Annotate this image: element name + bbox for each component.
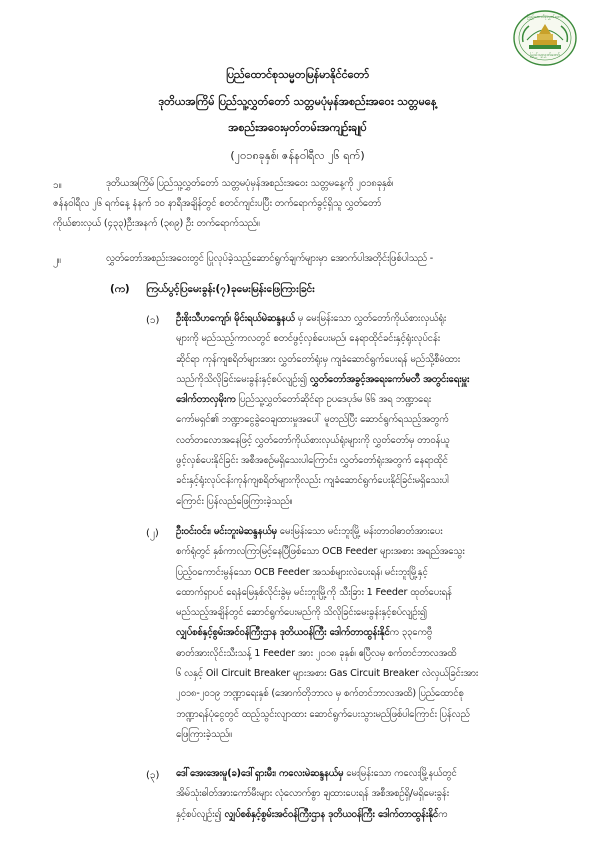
item2-body: ဦးဝင်းဝင်း၊ မင်းဘူးမဲဆန္ဒနယ်မှ မေးမြန်းသော မင်းဘူးမြို့ မန်းတာဝါဓာတ်အားပေး စက်ရုံတွင် နှစ်ကာလကြာမြင့်နေပြီဖြစ်သော OCB Feeder များအစား အရည်အသွေး ပြည့်ဝကောင်းမွန်သော OCB Feeder အသစ်များလဲပေးရန်၊ မင်းဘူးမြို့နှင့် ထောက်ရှာပင် ရေနံမြေနှစ်လိုင်းခွဲမှ မင်းဘူးမြို့ကို သီးခြား 1 Feeder ထုတ်ပေးရန် မည်သည့်အချိန်တွင် ဆောင်ရွက်ပေးမည်ကို သိလိုခြင်းမေးခွန်းနှင့်စပ်လျဉ်း၍ လျှပ်စစ်နှင့်စွမ်းအင်ဝန်ကြီးဌာန ဒုတိယဝန်ကြီး ဒေါက်တာထွန်းနိုင်က ၃၃ကေဗွီ ဓာတ်အားလိုင်းသီးသန့် 1 Feeder အား ၂၀၁၈ ခုနှစ်၊ ဧပြီလမှ စက်တင်ဘာလအထိ ၆ လနှင့် Oil Circuit Breaker များအစား Gas Circuit Breaker လဲလှယ်ခြင်းအား ၂၀၁၈-၂၀၁၉ ဘဏ္ဍာရေးနှစ် (အောက်တိုဘာလ မှ စက်တင်ဘာလအထိ) ပြည်ထောင်စု ဘဏ္ဍာရန်ပုံငွေတွင် ထည့်သွင်းလျာထား ဆောင်ရွက်ပေးသွားမည်ဖြစ်ပါကြောင်း ပြန်လည် ဖြေကြားခဲ့သည်။ bbox=[176, 526, 479, 740]
title-summary: အစည်းအဝေးမှတ်တမ်းအကျဉ်းချုပ် bbox=[228, 121, 367, 134]
para2-text: လွှတ်တော်အစည်းအဝေးတွင် ပြုလုပ်ခဲ့သည့်ဆောင်ရွက်ချက်များမှာ အောက်ပါအတိုင်းဖြစ်ပါသည် - bbox=[106, 253, 434, 264]
item3-body: ဒေါ်အေးအေးမူ(ခ)ဒေါ်ရှားမီး၊ ကလေးမဲဆန္ဒနယ်မှ မေးမြန်းသော ကလေးမြို့နယ်တွင် အိမ်သုံးဓါတ်အားကော်မီးများ လုံလောက်စွာ ချထားပေးရန် အစီအစဉ်ရှိ/မရှိမေးခွန်း နှင့်စပ်လျဉ်း၍ လျှပ်စစ်နှင့်စွမ်းအင်ဝန်ကြီးဌာန ဒုတိယဝန်ကြီး ဒေါက်တာထွန်းနိုင်က bbox=[176, 768, 457, 820]
para1-number: ၁။ bbox=[53, 180, 62, 191]
item1-questioner: ဦးစိုးသီဟကျော်၊ မိုင်းရယ်မဲဆန္ဒနယ် bbox=[176, 313, 295, 324]
item1-body: ဦးစိုးသီဟကျော်၊ မိုင်းရယ်မဲဆန္ဒနယ် မှ မေးမြန်းသော လွှတ်တော်ကိုယ်စားလှယ်ရုံး များကို မည်သည့်ကာလတွင် စတင်ဖွင့်လှစ်ပေးမည်၊ နေရာထိုင်ခင်းနှင့်ရုံးလုပ်ငန်း ဆိုင်ရာ ကုန်ကျစရိတ်များအား လွှတ်တော်ရုံးမှ ကျခံဆောင်ရွက်ပေးရန် မည်သို့စီမံထား သည်ကိုသိလိုခြင်းမေးခွန်းနှင့်စပ်လျဉ်း၍ လွှတ်တော်အခွင့်အရေးကော်မတီ အတွင်းရေးမှူး ဒေါက်တာလှမိုးက ပြည်သူ့လွှတ်တော်ဆိုင်ရာ ဥပဒေပုဒ်မ ၆၆ အရ ဘဏ္ဍာရေး ကော်မရှင်၏ ဘဏ္ဍာငွေခွဲဝေချထားမှုအပေါ် မူတည်ပြီး ဆောင်ရွက်ရသည့်အတွက် လတ်တလောအနေဖြင့် လွှတ်တော်ကိုယ်စားလှယ်ရုံးများကို လွှတ်တော်မှ တာဝန်ယူ ဖွင့်လှစ်ပေးနိုင်ခြင်း အစီအစဉ်မရှိသေးပါကြောင်း၊ လွှတ်တော်ရုံးအတွက် နေရာထိုင် ခင်းနှင့်ရုံးလုပ်ငန်းကုန်ကျစရိတ်များကိုလည်း ကျခံဆောင်ရွက်ပေးနိုင်ခြင်းမရှိသေးပါ ကြောင်း ပြန်လည်ဖြေကြားခဲ့သည်။ bbox=[176, 313, 470, 507]
item3-number: (၃) bbox=[146, 770, 160, 781]
para2-body bbox=[106, 249, 543, 269]
title-country: ပြည်ထောင်စုသမ္မတမြန်မာနိုင်ငံတော် bbox=[226, 68, 369, 81]
item1-respondent-name: ဒေါက်တာလှမိုးက bbox=[176, 394, 236, 406]
para1-text-1: ဒုတိယအကြိမ် ပြည်သူ့လွှတ်တော် သတ္တမပုံမှန်အစည်းအဝေး သတ္တမနေ့ကို ၂၀၁၈ခုနှစ်၊ bbox=[106, 178, 394, 189]
emblem-top-text: ပြည်ထောင်စုလွှတ်တော် bbox=[527, 14, 563, 19]
title-session: ဒုတိယအကြိမ် ပြည်သူ့လွှတ်တော် သတ္တမပုံမှန်အစည်းအဝေး သတ္တမနေ့ bbox=[158, 95, 437, 108]
item1-respondent: လွှတ်တော်အခွင့်အရေးကော်မတီ အတွင်းရေးမှူး bbox=[309, 373, 470, 385]
item2-questioner: ဦးဝင်းဝင်း၊ မင်းဘူးမဲဆန္ဒနယ်မှ bbox=[176, 526, 277, 537]
parliament-emblem bbox=[513, 10, 577, 66]
item3-questioner: ဒေါ်အေးအေးမူ(ခ)ဒေါ်ရှားမီး၊ ကလေးမဲဆန္ဒနယ်မှ bbox=[176, 768, 344, 779]
para1-body bbox=[53, 194, 543, 235]
item2-respondent: လျှပ်စစ်နှင့်စွမ်းအင်ဝန်ကြီးဌာန ဒုတိယဝန်ကြီး ဒေါက်တာထွန်းနိုင် bbox=[176, 627, 390, 639]
section-k-label: (က) bbox=[110, 283, 130, 295]
para1-line1 bbox=[106, 174, 543, 194]
para1-text-2: ဇန်နဝါရီလ ၂၆ ရက်နေ့ နံနက် ၁၀ နာရီအချိန်တွင် စတင်ကျင်းပပြီး တက်ရောက်ခွင့်ရှိသူ လွှတ်တော် bbox=[53, 198, 382, 209]
item1-number: (၁) bbox=[146, 315, 160, 326]
section-k-title: ကြယ်ပွင့်ပြမေးခွန်း(၇)ခုမေးမြန်းဖြေကြားခြင်း bbox=[146, 283, 315, 295]
para1-text-3: ကိုယ်စားလှယ် (၄၃၃)ဦးအနက် (၃၈၉) ဦး တက်ရောက်သည်။ bbox=[53, 218, 260, 230]
item3-respondent: လျှပ်စစ်နှင့်စွမ်းအင်ဝန်ကြီးဌာန ဒုတိယဝန်ကြီး ဒေါက်တာထွန်းနိုင် bbox=[224, 808, 439, 820]
emblem-bottom-text: ပြည်သူ့လွှတ်တော် bbox=[530, 53, 560, 58]
item2-number: (၂) bbox=[146, 528, 159, 539]
para2-number: ၂။ bbox=[53, 255, 61, 266]
title-date: (၂၀၁၈ခုနှစ်၊ ဇန်နဝါရီလ ၂၆ ရက်) bbox=[230, 149, 365, 162]
